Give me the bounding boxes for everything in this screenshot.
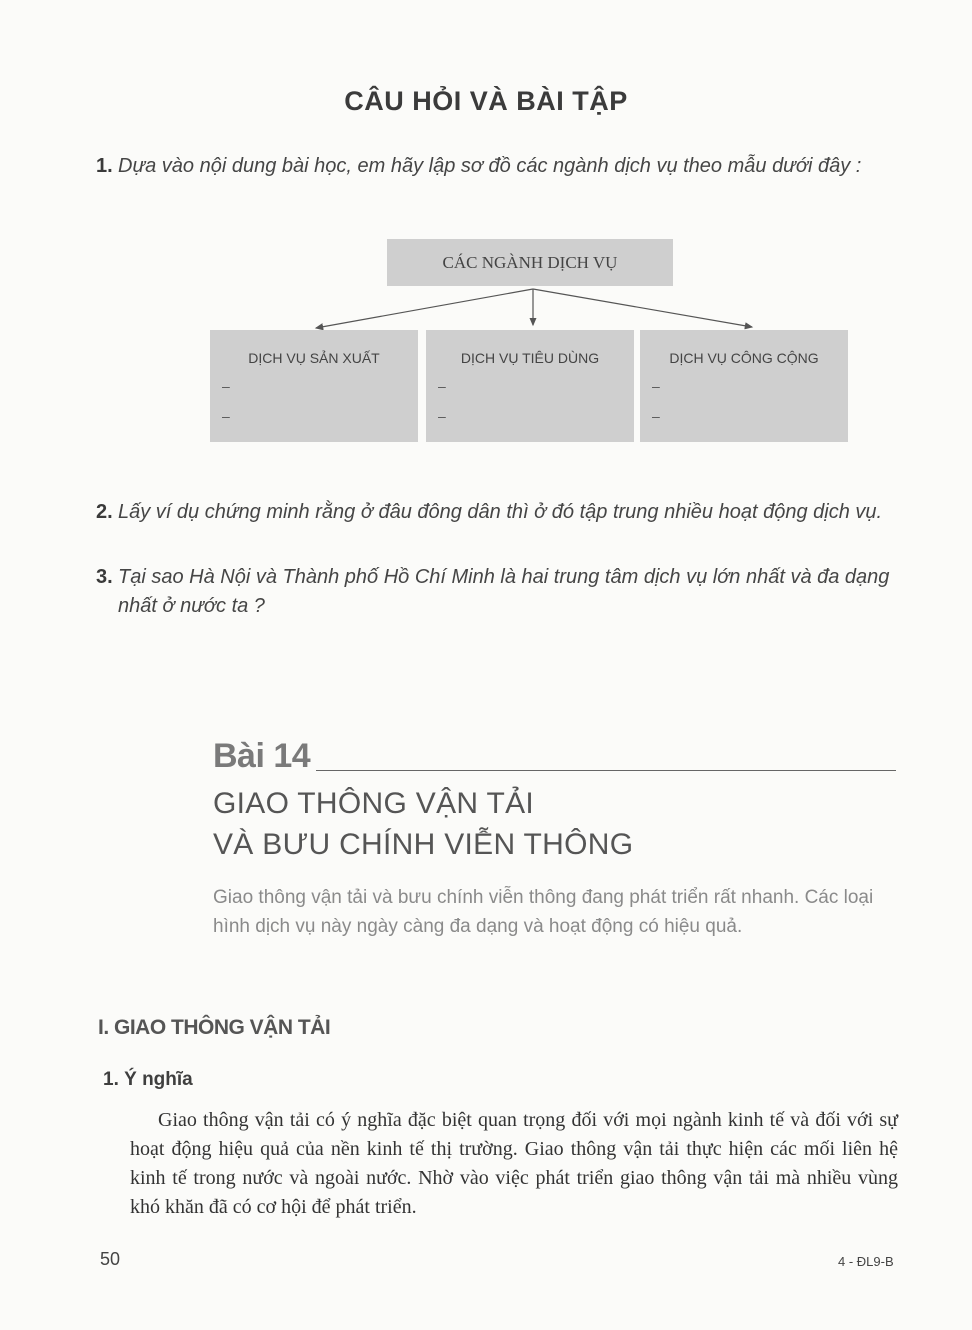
question-number: 3.	[96, 566, 113, 588]
lesson-number: Bài 14	[213, 737, 311, 775]
subsection-heading: 1. Ý nghĩa	[103, 1069, 193, 1090]
paragraph-text: Giao thông vận tải có ý nghĩa đặc biệt quan trọng đối với mọi ngành kinh tế và đối với sự hoạt động hiệu quả của nền kinh tế thị trường. Giao thông vận tải thực hiện các mối liên hệ kinh tế trong nước và ngoài nước. Nhờ vào việc phát triển giao thông vận tải mà nhiều vùng khó khăn đã có cơ hội để phát triển.	[130, 1109, 898, 1218]
diagram-dash: –	[222, 378, 230, 394]
question-text: Dựa vào nội dung bài học, em hãy lập sơ đồ các ngành dịch vụ theo mẫu dưới đây :	[118, 155, 862, 177]
lesson-title-line1: GIAO THÔNG VẬN TẢI	[213, 787, 535, 820]
diagram-box-label: DỊCH VỤ TIÊU DÙNG	[460, 350, 600, 366]
connector-right	[533, 289, 752, 327]
diagram-dash: –	[652, 378, 660, 394]
diagram-root-box: CÁC NGÀNH DỊCH VỤ	[387, 239, 673, 286]
question-text: Tại sao Hà Nội và Thành phố Hồ Chí Minh là hai trung tâm dịch vụ lớn nhất và đa dạng nhất ở nước ta ?	[118, 566, 890, 617]
diagram-dash: –	[652, 408, 660, 424]
section-heading: I. GIAO THÔNG VẬN TẢI	[98, 1016, 331, 1039]
body-paragraph	[130, 1106, 898, 1222]
question-number: 1.	[96, 155, 113, 177]
diagram-box-label: DỊCH VỤ CÔNG CỘNG	[669, 350, 819, 366]
diagram-box-label: DỊCH VỤ SẢN XUẤT	[248, 350, 380, 366]
question-2	[96, 498, 896, 527]
page-number: 50	[100, 1249, 121, 1269]
connector-left	[316, 289, 533, 328]
diagram-dash: –	[438, 378, 446, 394]
diagram-dash: –	[438, 408, 446, 424]
diagram-box-consumer	[426, 330, 634, 442]
diagram-box-production	[210, 330, 418, 442]
exercises-heading: CÂU HỎI VÀ BÀI TẬP	[344, 86, 628, 116]
lesson-intro: Giao thông vận tải và bưu chính viễn thông đang phát triển rất nhanh. Các loại hình dịch vụ này ngày càng đa dạng và hoạt động có hiệu quả.	[213, 887, 874, 937]
footer-code: 4 - ĐL9-B	[838, 1254, 894, 1269]
diagram-dash: –	[222, 408, 230, 424]
diagram-connectors	[0, 0, 972, 340]
question-text: Lấy ví dụ chứng minh rằng ở đâu đông dân thì ở đó tập trung nhiều hoạt động dịch vụ.	[118, 501, 883, 523]
diagram-box-public	[640, 330, 848, 442]
question-3	[96, 563, 896, 621]
lesson-rule	[316, 770, 896, 771]
question-number: 2.	[96, 501, 113, 523]
lesson-title-line2: VÀ BƯU CHÍNH VIỄN THÔNG	[213, 828, 634, 861]
